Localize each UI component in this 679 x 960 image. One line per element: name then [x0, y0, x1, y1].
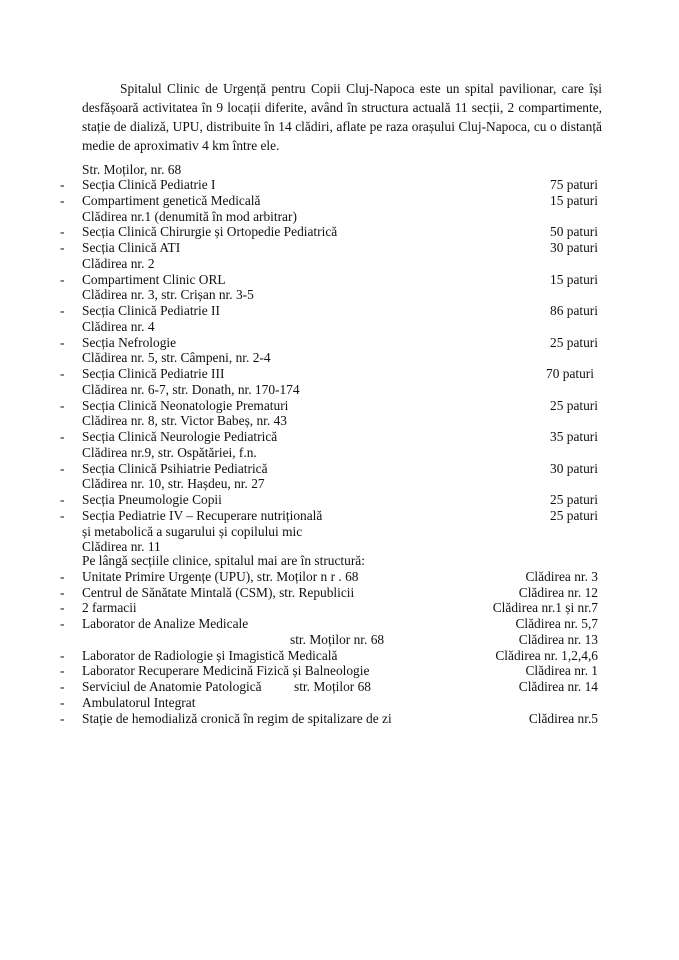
other-unit-name: Laborator Recuperare Medicină Fizică și Balneologie	[82, 663, 370, 679]
unit-name: Secția Pediatrie IV – Recuperare nutrițională	[82, 507, 323, 523]
list-item	[0, 240, 679, 256]
list-item	[0, 600, 679, 616]
list-item	[0, 695, 679, 711]
list-dash: -	[60, 694, 65, 710]
main-address: Str. Moților, nr. 68	[82, 162, 182, 177]
list-item	[0, 679, 679, 695]
bed-count: 75 paturi	[550, 177, 598, 192]
list-item	[0, 177, 679, 193]
list-dash: -	[60, 492, 65, 507]
building-number: Clădirea nr.5	[528, 710, 598, 726]
list-dash: -	[60, 616, 65, 631]
list-item	[0, 335, 679, 351]
list-item	[0, 413, 679, 429]
other-unit-name: 2 farmacii	[82, 600, 137, 616]
list-dash: -	[60, 334, 65, 350]
unit-name: Secția Clinică Pediatrie III	[82, 366, 225, 381]
bed-count: 25 paturi	[550, 334, 598, 350]
list-item	[0, 429, 679, 445]
building-address: Clădirea nr.9, str. Ospătăriei, f.n.	[82, 444, 257, 460]
building-number: Clădirea nr. 5,7	[515, 616, 598, 631]
list-dash: -	[60, 177, 65, 192]
list-item	[0, 508, 679, 524]
unit-name: Secția Clinică Pediatrie I	[82, 177, 216, 192]
list-item	[0, 350, 679, 366]
list-dash: -	[60, 663, 65, 679]
list-dash: -	[60, 647, 65, 663]
building-number: Clădirea nr. 1,2,4,6	[495, 647, 598, 663]
list-dash: -	[60, 568, 65, 584]
list-item	[0, 272, 679, 288]
list-item	[0, 461, 679, 477]
other-unit-name: Serviciul de Anatomie Patologică	[82, 679, 262, 694]
other-unit-street: str. Moților nr. 68	[290, 631, 385, 647]
building-address: Clădirea nr. 11	[82, 539, 161, 555]
building-address: Clădirea nr. 3, str. Crișan nr. 3-5	[82, 287, 254, 303]
other-unit-name: Unitate Primire Urgențe (UPU), str. Moților n r . 68	[82, 568, 359, 584]
list-item	[0, 632, 679, 648]
unit-name: Secția Pneumologie Copii	[82, 492, 222, 507]
other-unit-street: str. Moților 68	[294, 679, 372, 694]
unit-name: Secția Clinică Psihiatrie Pediatrică	[82, 460, 268, 476]
building-address: Clădirea nr. 8, str. Victor Babeș, nr. 43	[82, 413, 287, 429]
building-address: Clădirea nr.1 (denumită în mod arbitrar)	[82, 208, 297, 224]
building-number: Clădirea nr. 1	[525, 663, 598, 679]
list-dash: -	[60, 303, 65, 318]
list-dash: -	[60, 224, 65, 240]
list-item	[0, 524, 679, 540]
list-item	[0, 319, 679, 335]
list-dash: -	[60, 271, 65, 287]
other-unit-name: Laborator de Radiologie și Imagistică Medicală	[82, 647, 338, 663]
list-item	[0, 256, 679, 272]
other-unit-name: Laborator de Analize Medicale	[82, 616, 249, 631]
building-address: Clădirea nr. 6-7, str. Donath, nr. 170-174	[82, 381, 300, 397]
list-dash: -	[60, 584, 65, 600]
bed-count: 35 paturi	[550, 429, 598, 444]
list-item	[0, 648, 679, 664]
building-address: Clădirea nr. 10, str. Hașdeu, nr. 27	[82, 476, 265, 492]
list-dash: -	[60, 507, 65, 523]
other-unit-name: Centrul de Sănătate Mintală (CSM), str. Republicii	[82, 584, 355, 600]
list-item	[0, 445, 679, 461]
building-address: Clădirea nr. 2	[82, 255, 155, 271]
building-number: Clădirea nr. 12	[518, 584, 598, 600]
building-number: Clădirea nr. 14	[518, 679, 598, 694]
bed-count: 86 paturi	[550, 303, 598, 318]
units-list	[0, 177, 679, 555]
list-item	[0, 209, 679, 225]
building-number: Clădirea nr.1 și nr.7	[492, 600, 598, 616]
other-unit-name: Ambulatorul Integrat	[82, 694, 196, 710]
unit-name: Secția Clinică ATI	[82, 240, 181, 255]
list-dash: -	[60, 240, 65, 255]
bed-count: 30 paturi	[550, 460, 598, 476]
unit-name: Secția Clinică Neurologie Pediatrică	[82, 429, 278, 444]
unit-name: Secția Clinică Chirurgie și Ortopedie Pediatrică	[82, 224, 338, 240]
other-units-intro-row	[0, 553, 679, 569]
building-address: Clădirea nr. 4	[82, 318, 155, 334]
unit-name: Compartiment Clinic ORL	[82, 271, 226, 287]
bed-count: 30 paturi	[550, 240, 598, 255]
list-item	[0, 585, 679, 601]
other-unit-name: Stație de hemodializă cronică în regim de spitalizare de zi	[82, 710, 392, 726]
bed-count: 50 paturi	[550, 224, 598, 240]
list-item	[0, 663, 679, 679]
building-number: Clădirea nr. 13	[518, 631, 598, 647]
list-item	[0, 398, 679, 414]
list-dash: -	[60, 429, 65, 444]
intro-paragraph: Spitalul Clinic de Urgență pentru Copii Cluj-Napoca este un spital pavilionar, care își desfășoară activitatea în 9 locații diferite, având în structura actuală 11 secții, 2 compartimente, stație de dializă, UPU, distribuite în 14 clădiri, aflate pe raza orașului Cluj-Napoca, cu o distanță medie de aproximativ 4 km între ele.	[82, 81, 602, 153]
bed-count: 15 paturi	[550, 192, 598, 208]
building-address: Clădirea nr. 5, str. Câmpeni, nr. 2-4	[82, 350, 271, 366]
unit-name: Compartiment genetică Medicală	[82, 192, 261, 208]
bed-count: 25 paturi	[550, 397, 598, 413]
list-dash: -	[60, 600, 65, 616]
unit-name-continued: și metabolică a sugarului și copilului mic	[82, 523, 303, 539]
unit-name: Secția Nefrologie	[82, 334, 177, 350]
other-units-intro: Pe lângă secțiile clinice, spitalul mai are în structură:	[82, 553, 365, 568]
unit-name: Secția Clinică Neonatologie Prematuri	[82, 397, 289, 413]
list-item	[0, 303, 679, 319]
list-dash: -	[60, 679, 65, 694]
list-item	[0, 616, 679, 632]
bed-count: 15 paturi	[550, 271, 598, 287]
bed-count: 25 paturi	[550, 507, 598, 523]
list-item	[0, 569, 679, 585]
other-units-section	[0, 553, 679, 726]
list-dash: -	[60, 460, 65, 476]
list-item	[0, 366, 679, 382]
list-dash: -	[60, 710, 65, 726]
bed-count: 25 paturi	[550, 492, 598, 507]
bed-count: 70 paturi	[546, 366, 594, 381]
list-dash: -	[60, 192, 65, 208]
list-item	[0, 224, 679, 240]
unit-name: Secția Clinică Pediatrie II	[82, 303, 220, 318]
list-item	[0, 193, 679, 209]
list-item	[0, 711, 679, 727]
list-item	[0, 492, 679, 508]
building-number: Clădirea nr. 3	[525, 568, 598, 584]
list-item	[0, 476, 679, 492]
list-dash: -	[60, 397, 65, 413]
list-item	[0, 382, 679, 398]
list-dash: -	[60, 366, 65, 381]
list-item	[0, 287, 679, 303]
